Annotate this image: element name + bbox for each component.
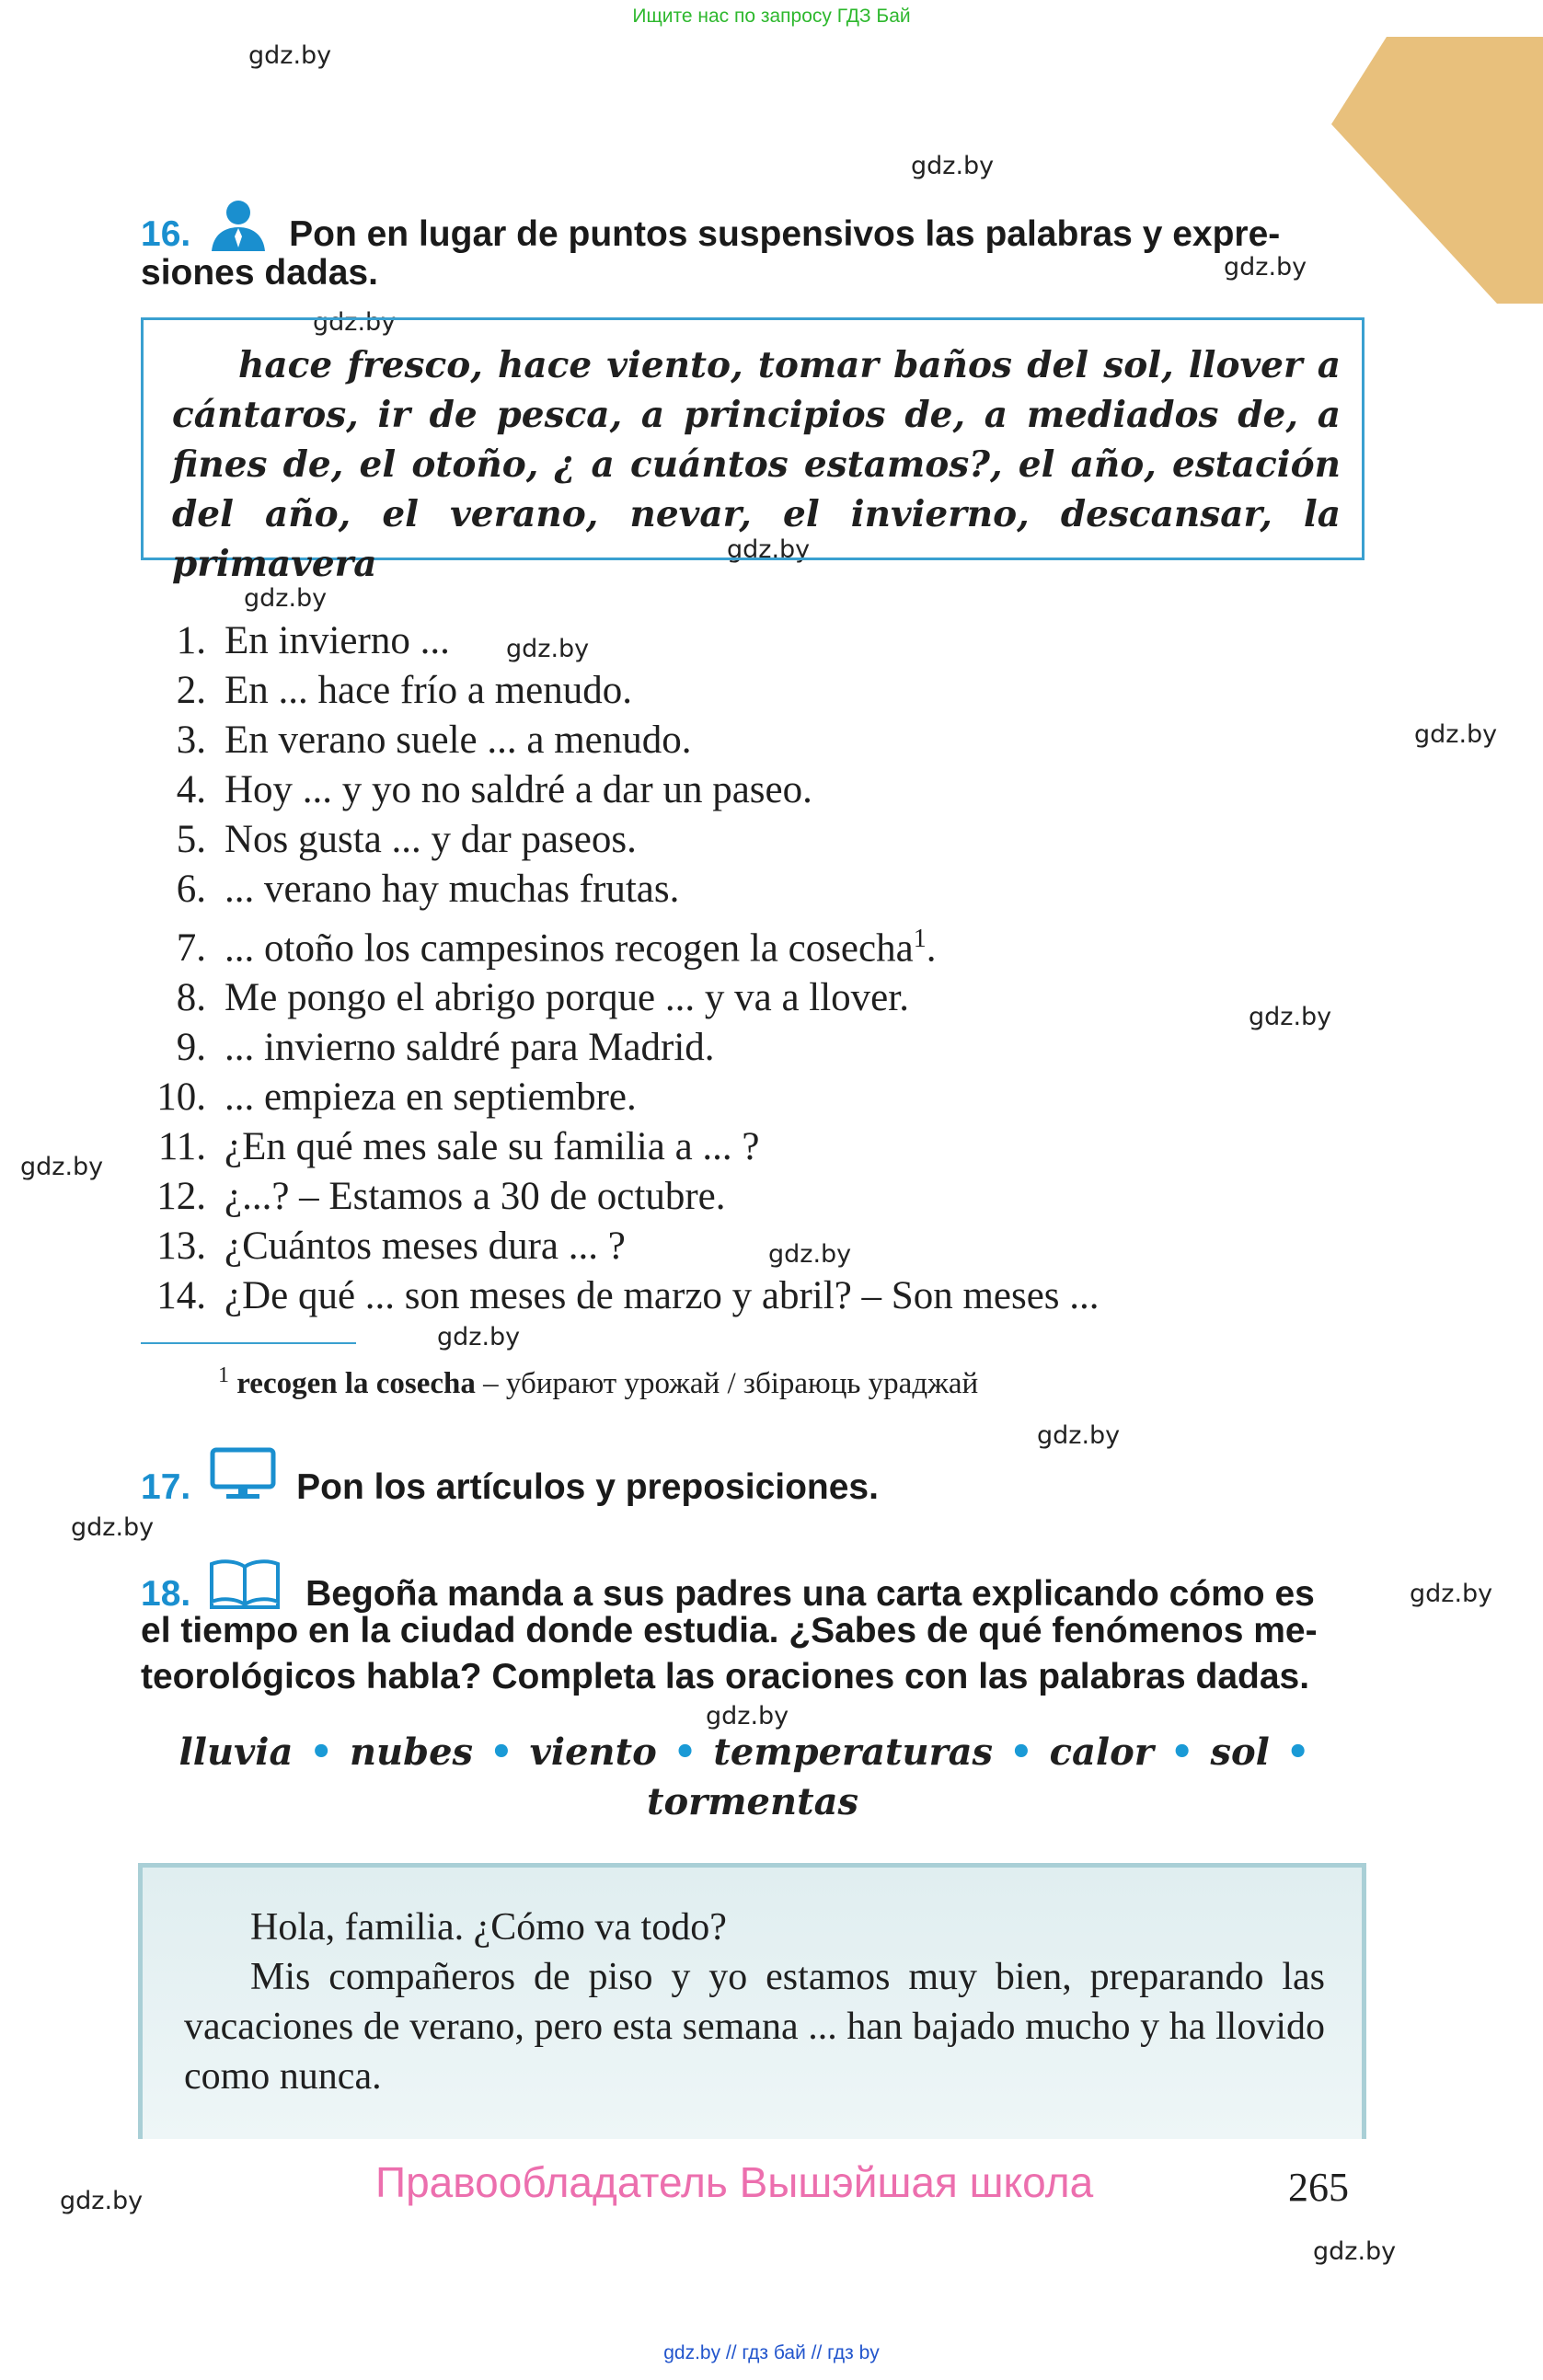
word-box-text: hace fresco, hace viento, tomar baños del sol, llover a cántaros, ir de pesca, a principios de, a mediados de, a fines de, el otoño, ¿ a cuántos estamos?, el año, estación del año, el verano, nevar, el invierno, descansar, la primavera	[172, 344, 1341, 585]
top-banner[interactable]: Ищите нас по запросу ГДЗ Бай	[632, 6, 911, 27]
word: tormentas	[647, 1780, 858, 1823]
watermark: gdz.by	[1224, 253, 1307, 282]
footnote-ref: 1	[913, 925, 927, 953]
list-item: 6. ... verano hay muchas frutas.	[176, 868, 680, 911]
exercise-title-cont: el tiempo en la ciudad donde estudia. ¿Sabes de qué fenómenos me-	[141, 1611, 1318, 1650]
exercise-title-cont: siones dadas.	[141, 253, 378, 293]
exercise-title: Begoña manda a sus padres una carta explicando cómo es	[305, 1574, 1315, 1614]
list-item: 9. ... invierno saldré para Madrid.	[176, 1026, 715, 1070]
list-item: 8. Me pongo el abrigo porque ... y va a llover.	[176, 976, 909, 1020]
letter-paragraph: Mis compañeros de piso y yo estamos muy bien, preparando las vacaciones de verano, pero esta semana ... han bajado mucho y ha llovido como nunca.	[184, 1956, 1325, 2098]
page-number: 265	[1288, 2165, 1349, 2210]
list-item: 12. ¿...? – Estamos a 30 de octubre.	[156, 1175, 726, 1219]
watermark: gdz.by	[506, 635, 590, 663]
exercise-number: 17.	[141, 1467, 191, 1507]
list-item: 3. En verano suele ... a menudo.	[176, 719, 692, 762]
list-item: 1. En invierno ...	[176, 619, 450, 662]
watermark: gdz.by	[1037, 1421, 1121, 1450]
footnote: $^1$ recogen la cosecha – убирают урожай / збіраюць ураджай	[218, 1363, 979, 1400]
letter-paragraph: Hola, familia. ¿Cómo va todo?	[250, 1906, 727, 1949]
person-icon	[210, 200, 267, 251]
watermark: gdz.by	[20, 1153, 104, 1181]
watermark: gdz.by	[1410, 1580, 1493, 1608]
list-item: 7. ... otoño los campesinos recogen la cosecha$^1$.	[176, 925, 937, 971]
watermark: gdz.by	[706, 1702, 789, 1730]
list-item: 13. ¿Cuántos meses dura ... ?	[156, 1224, 626, 1269]
word: sol	[1210, 1730, 1270, 1774]
word: viento	[529, 1730, 657, 1774]
footnote-divider	[141, 1342, 356, 1344]
watermark: gdz.by	[911, 152, 995, 180]
book-icon	[208, 1558, 282, 1609]
watermark: gdz.by	[1414, 720, 1498, 749]
list-item: 5. Nos gusta ... y dar paseos.	[176, 818, 637, 861]
list-item: 11. ¿En qué mes sale su familia a ... ?	[157, 1125, 760, 1169]
copyright-notice: Правообладатель Вышэйшая школа	[375, 2158, 1094, 2206]
watermark: gdz.by	[244, 584, 328, 613]
watermark: gdz.by	[248, 41, 332, 70]
word: lluvia	[178, 1730, 294, 1774]
list-item: 14. ¿De qué ... son meses de marzo y abril? – Son meses ...	[156, 1274, 1100, 1318]
watermark: gdz.by	[437, 1323, 521, 1351]
monitor-icon	[210, 1447, 276, 1500]
word: temperaturas	[713, 1730, 994, 1774]
exercise-number: 18.	[141, 1574, 191, 1614]
letter-text	[184, 1903, 1325, 2101]
watermark: gdz.by	[1249, 1003, 1332, 1031]
exercise-16-heading	[141, 200, 1374, 258]
watermark: gdz.by	[71, 1513, 155, 1542]
exercise-title: Pon los artículos y preposiciones.	[296, 1467, 879, 1507]
list-item: 10. ... empieza en septiembre.	[156, 1075, 637, 1120]
watermark: gdz.by	[60, 2187, 144, 2215]
exercise-16-items	[138, 616, 1100, 1321]
watermark: gdz.by	[727, 535, 811, 564]
exercise-17-heading	[141, 1447, 1374, 1511]
exercise-title: Pon en lugar de puntos suspensivos las palabras y expre-	[289, 214, 1281, 254]
word: calor	[1049, 1730, 1154, 1774]
exercise-title-cont: teorológicos habla? Completa las oraciones con las palabras dadas.	[141, 1657, 1310, 1696]
watermark: gdz.by	[313, 308, 397, 337]
list-item: 2. En ... hace frío a menudo.	[176, 669, 632, 712]
word-list: lluvia • nubes • viento • temperaturas • calor • sol • tormentas	[178, 1730, 1310, 1823]
exercise-number: 16.	[141, 214, 191, 254]
bottom-links[interactable]: gdz.by // гдз бай // гдз by	[663, 2342, 880, 2363]
list-item: 4. Hoy ... y yo no saldré a dar un paseo.	[176, 768, 812, 811]
watermark: gdz.by	[768, 1240, 852, 1269]
watermark: gdz.by	[1313, 2237, 1397, 2266]
word: nubes	[349, 1730, 474, 1774]
